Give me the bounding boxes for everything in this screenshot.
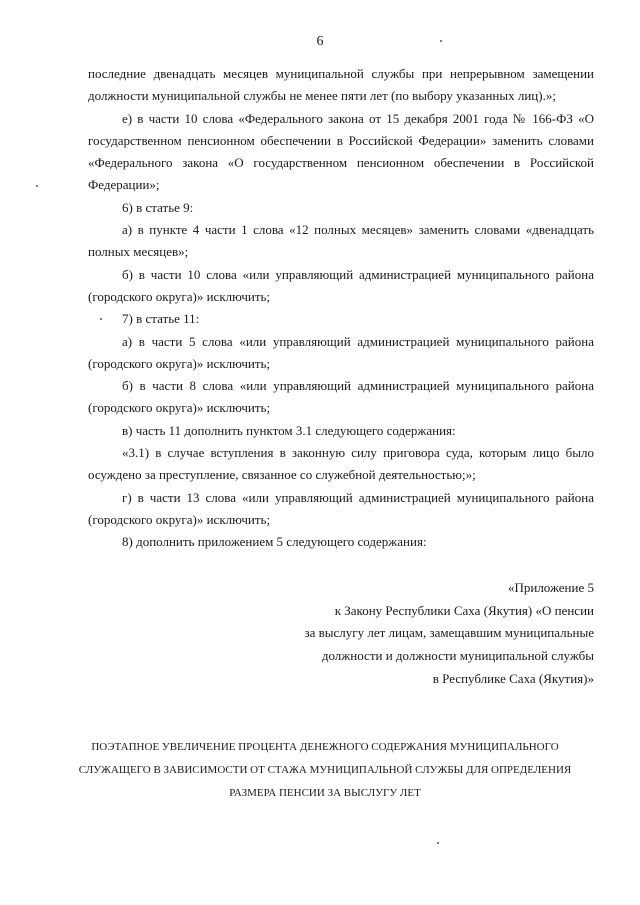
paragraph: б) в части 8 слова «или управляющий администрацией муниципального района (городского округа)» исключить; <box>88 378 594 416</box>
appendix-line: в Республике Саха (Якутия)» <box>432 670 594 686</box>
paragraph: б) в части 10 слова «или управляющий администрацией муниципального района (городского округа)» исключить; <box>88 266 594 304</box>
body-text <box>88 63 594 554</box>
appendix-line: «Приложение 5 <box>507 580 594 595</box>
paragraph: а) в пункте 4 части 1 слова «12 полных месяцев» заменить словами «двенадцать полных месяцев»; <box>88 222 594 260</box>
paragraph: последние двенадцать месяцев муниципальной службы при непрерывном замещении должности муниципальной службы не менее пяти лет (по выбору указанных лиц).»; <box>88 66 594 104</box>
paragraph: г) в части 13 слова «или управляющий администрацией муниципального района (городского округа)» исключить; <box>88 489 594 527</box>
paragraph: а) в части 5 слова «или управляющий администрацией муниципального района (городского округа)» исключить; <box>88 333 594 371</box>
paragraph: в) часть 11 дополнить пунктом 3.1 следующего содержания: <box>122 422 456 438</box>
scan-speck <box>36 185 38 187</box>
scan-speck <box>440 40 442 42</box>
appendix-heading <box>60 736 590 805</box>
page-number: 6 <box>316 34 324 49</box>
paragraph: е) в части 10 слова «Федерального закона от 15 декабря 2001 года № 166-ФЗ «О государственном пенсионном обеспечении в Российской Федерации» заменить словами «Федерального закона «О государственном пенсионном обеспечении в Российской Федерации»; <box>88 110 594 193</box>
appendix-reference <box>264 577 594 691</box>
paragraph: 6) в статье 9: <box>122 199 194 215</box>
appendix-line: за выслугу лет лицам, замещавшим муниципальные <box>304 625 594 641</box>
heading-line: СЛУЖАЩЕГО В ЗАВИСИМОСТИ ОТ СТАЖА МУНИЦИПАЛЬНОЙ СЛУЖБЫ ДЛЯ ОПРЕДЕЛЕНИЯ <box>78 764 572 776</box>
paragraph: «3.1) в случае вступления в законную силу приговора суда, которым лицо было осуждено за преступление, связанное со служебной деятельностью;»; <box>88 445 594 483</box>
heading-line: ПОЭТАПНОЕ УВЕЛИЧЕНИЕ ПРОЦЕНТА ДЕНЕЖНОГО СОДЕРЖАНИЯ МУНИЦИПАЛЬНОГО <box>91 741 559 753</box>
appendix-line: к Закону Республики Саха (Якутия) «О пенсии <box>334 602 594 618</box>
heading-line: РАЗМЕРА ПЕНСИИ ЗА ВЫСЛУГУ ЛЕТ <box>229 787 421 799</box>
appendix-line: должности и должности муниципальной службы <box>321 648 594 664</box>
scan-speck <box>437 842 439 844</box>
scan-speck <box>100 318 102 320</box>
paragraph: 7) в статье 11: <box>122 311 200 327</box>
paragraph: 8) дополнить приложением 5 следующего содержания: <box>122 534 427 550</box>
